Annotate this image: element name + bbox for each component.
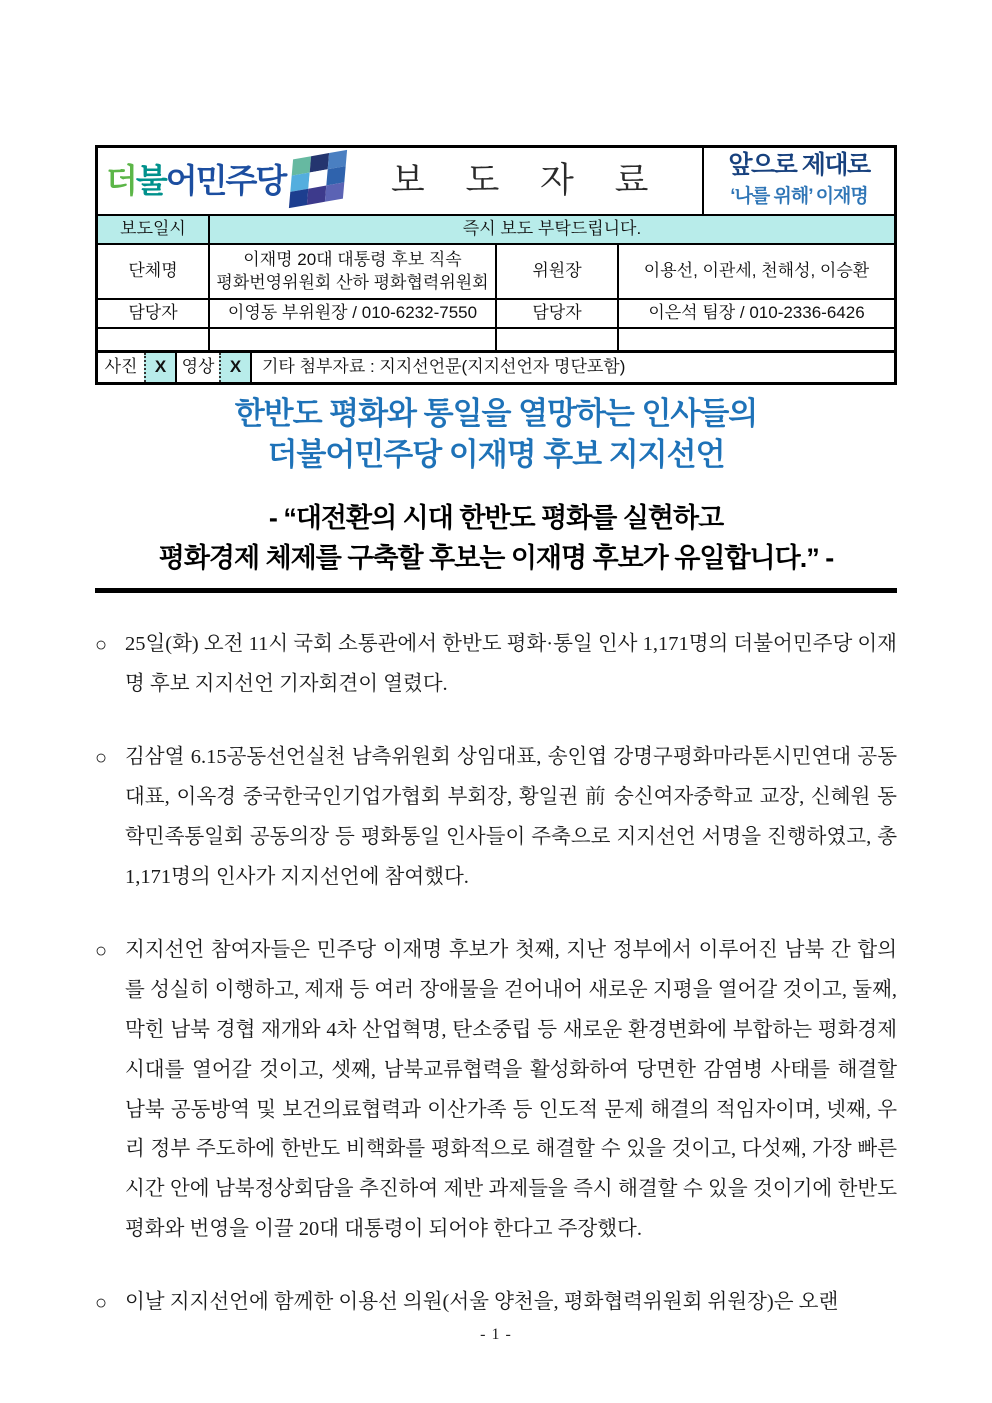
header-logo-row [98,148,894,216]
campaign-slogan [704,148,894,214]
headline-line1: 한반도 평화와 통일을 열망하는 인사들의 [234,396,758,431]
release-date-label: 보도일시 [98,216,210,243]
contact-value-2: 이은석 팀장 / 010-2336-6426 [648,303,865,323]
contact-value-1: 이영동 부위원장 / 010-6232-7550 [210,300,497,327]
paragraph [95,738,897,898]
photo-checkbox-value: X [144,353,177,382]
party-name-first-char: 더 [106,161,136,199]
subheadline-line2: 평화경제 체제를 구축할 후보는 이재명 후보가 유일합니다.” - [158,543,834,574]
video-checkbox-value: X [219,353,252,382]
organization-label: 단체명 [98,245,210,298]
paragraph-text: 김삼열 6.15공동선언실천 남측위원회 상임대표, 송인엽 강명구평화마라톤시민연대 공동대표, 이옥경 중국한국인기업가협회 부회장, 황일권 前 숭신여자중학교 교장, 신혜원 동학민족통일회 공동의장 등 평화통일 인사들이 주축으로 지지선언 서명을 진행하였고, 총 1,171명의 인사가 지지선언에 참여했다. [125,745,897,888]
organization-row [98,245,894,300]
party-logo [106,159,345,204]
party-name-rest: 어민주당 [165,161,286,199]
paragraph-text: 지지선언 참여자들은 민주당 이재명 후보가 첫째, 지난 정부에서 이루어진 남북 간 합의를 성실히 이행하고, 제재 등 여러 장애물을 걷어내어 새로운 지평을 열어갈 것이고, 둘째, 막힌 남북 경협 재개와 4차 산업혁명, 탄소중립 등 새로운 환경변화에 부합하는 평화경제 시대를 열어갈 것이고, 셋째, 남북교류협력을 활성화하여 당면한 감염병 사태를 해결할 남북 공동방역 및 보건의료협력과 이산가족 등 인도적 문제 해결의 적임자이며, 넷째, 우리 정부 주도하에 한반도 비핵화를 평화적으로 해결할 수 있을 것이고, 다섯째, 가장 빠른 시간 안에 남북정상회담을 추진하여 제반 과제들을 즉시 해결할 수 있을 것이기에 한반도 평화와 번영을 이끌 20대 대통령이 되어야 한다고 주장했다. [125,938,897,1241]
empty-row [98,329,894,353]
contact-label-1: 담당자 [98,300,210,327]
logo-and-doc-title-cell [98,148,704,214]
etc-attachment-value: 기타 첨부자료 : 지지선언문(지지선언자 명단포함) [262,357,626,377]
page-number: - 1 - [480,1326,512,1343]
doc-type-title: 보 도 자 료 [390,161,665,201]
contact-label-2: 담당자 [497,300,619,327]
chair-value: 이용선, 이관세, 천해성, 이승환 [643,261,870,281]
bullet-circle-icon: ○ [95,746,108,769]
release-date-value: 즉시 보도 부탁드립니다. [210,216,894,243]
headline [95,394,897,476]
body-text [95,625,897,1324]
bullet-circle-icon: ○ [95,1292,108,1315]
paragraph [95,931,897,1251]
attachments-row [98,353,894,382]
organization-value-line2: 평화번영위원회 산하 평화협력위원회 [216,272,489,292]
slogan-line1: 앞으로 제대로 [728,151,870,180]
party-name-second-char: 불 [135,161,166,199]
paragraph [95,625,897,705]
chair-label: 위원장 [497,245,619,298]
slogan-line2: ‘나를 위해’ 이재명 [730,186,868,208]
party-name [106,159,285,204]
paragraph-text: 25일(화) 오전 11시 국회 소통관에서 한반도 평화·통일 인사 1,171명의 더불어민주당 이재명 후보 지지선언 기자회견이 열렸다. [125,632,897,695]
subheadline-line1: - “대전환의 시대 한반도 평화를 실현하고 [268,502,724,533]
photo-label: 사진 [104,357,138,377]
bullet-circle-icon: ○ [95,939,108,962]
organization-value [210,245,497,298]
contact-row [98,300,894,329]
bullet-circle-icon: ○ [95,633,108,656]
video-label: 영상 [181,357,215,377]
party-flag-icon [289,150,347,208]
paragraph [95,1283,897,1323]
release-date-row [98,216,894,245]
organization-value-line1: 이재명 20대 대통령 후보 직속 [243,249,462,269]
subheadline-quote [95,498,897,579]
paragraph-text: 이날 지지선언에 함께한 이용선 의원(서울 양천을, 평화협력위원회 위원장)은 오랜 [125,1291,839,1314]
press-header-table [95,145,897,385]
section-divider [95,588,897,593]
headline-line2: 더불어민주당 이재명 후보 지지선언 [267,436,725,472]
document-content [95,145,897,1356]
